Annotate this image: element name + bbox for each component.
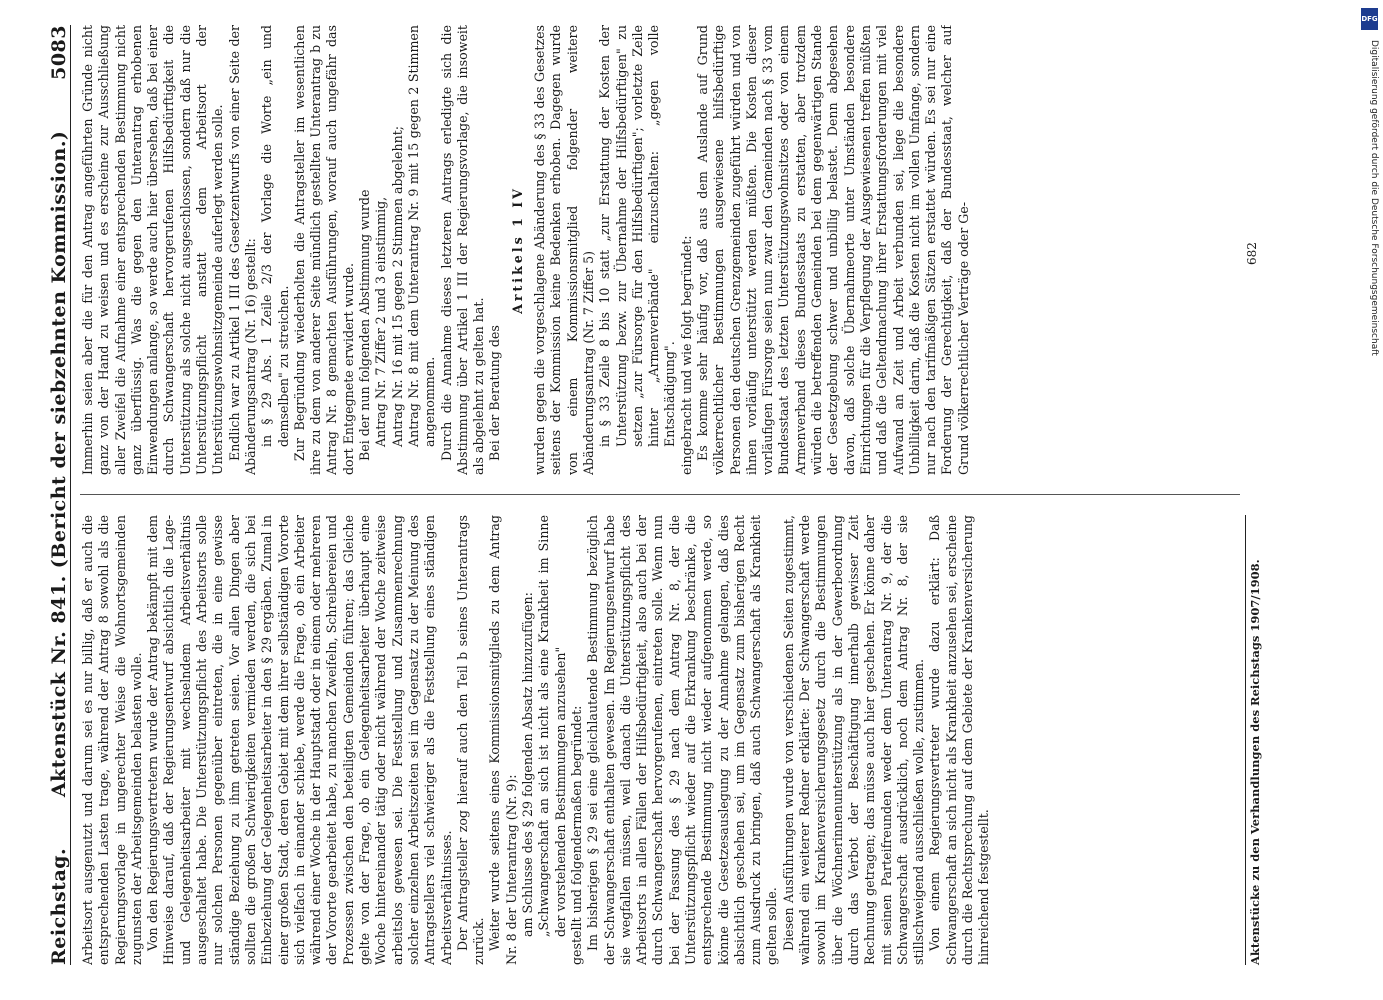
paragraph: Endlich war zu Artikel 1 III des Gesetzentwurfs von einer Seite der Abänderungsantrag (Nr. 16) gestellt: xyxy=(226,25,258,475)
page-number: 5083 xyxy=(48,25,70,80)
column-divider xyxy=(80,494,1240,495)
vote-item: Antrag Nr. 8 mit dem Unterantrag Nr. 9 mit 15 gegen 2 Stimmen angenommen. xyxy=(405,25,438,447)
dfg-logo: DFG xyxy=(1361,8,1378,30)
funding-note: Digitalisierung gefördert durch die Deutsche Forschungsgemeinschaft xyxy=(1369,40,1379,356)
vote-item: Antrag Nr. 7 Ziffer 2 und 3 einstimmig, xyxy=(373,196,389,447)
section-heading: Artikels 1 IV xyxy=(509,186,525,314)
dfg-sidebar xyxy=(1361,0,1379,1000)
paragraph: am Schlusse des § 29 folgenden Absatz hinzuzufügen: xyxy=(520,592,536,937)
paragraph: eingebracht und wie folgt begründet: xyxy=(678,235,694,475)
left-column xyxy=(80,515,1240,965)
paragraph: Durch die Annahme dieses letzteren Antrags erledigte sich die Abstimmung über Artikel 1 III der Regierungsvorlage, die insoweit als abgelehnt zu gelten hat. xyxy=(438,25,487,475)
quote: in § 33 Zeile 8 bis 10 statt „zur Erstattung der Kosten der Unterstützung bezw. zur Übernahme der Hilfsbedürftigen" zu setzen „zur Fürsorge für den Hilfsbedürftigen"; vorletzte Zeile hinter „Armenverbände" einzuschalten: „gegen volle Entschädigung". xyxy=(597,25,678,447)
footer-page-mark: 682 xyxy=(1245,242,1259,265)
page-footer: Aktenstücke zu den Verhandlungen des Reichstags 1907/1908. xyxy=(1245,515,1262,965)
paragraph: Von den Regierungsvertretern wurde der Antrag bekämpft mit dem Hinweise darauf, daß der Regierungsentwurf absichtlich die Lage- und Gelegenheitsarbeiter mit wechselndem Arbeitsverhältnis ausgeschaltet habe. Die Unterstützungspflicht des Arbeitsorts solle nur solchen Personen gegenüber eintreten, die in eine gewisse ständige Beziehung zu ihm getreten seien. Vor allen Dingen aber sollten die großen Schwierigkeiten vermieden werden, die sich bei Einbeziehung der Gelegenheitsarbeiter in den § 29 ergäben. Zumal in einer großen Stadt, deren Gebiet mit dem ihrer selbständigen Vororte sich vielfach in einander schiebe, werde die Frage, ob ein Arbeiter während einer Woche in der Hauptstadt oder in einem oder mehreren der Vororte gearbeitet habe, zu manchen Zweifeln, Schreibereien und Prozessen zwischen den beteiligten Gemeinden führen; das Gleiche gelte von der Frage, ob ein Gelegenheitsarbeiter überhaupt eine Woche hintereinander tätig oder nicht während der Woche zeitweise arbeitslos gewesen sei. Die Feststellung und Zusammenrechnung solcher einzelnen Arbeitszeiten sei im Gegensatz zu der Meinung des Antragstellers viel schwieriger als die Feststellung eines ständigen Arbeitsverhältnisses. xyxy=(145,515,454,965)
header-left: Reichstag. xyxy=(48,847,70,965)
paragraph: Bei der Beratung des xyxy=(487,325,503,461)
paragraph: gestellt und folgendermaßen begründet: xyxy=(568,705,584,965)
paragraph: Arbeitsort ausgenutzt und darum sei es nur billig, daß er auch die entsprechenden Lasten trage, während der Antrag 8 sowohl als die Regierungsvorlage in ungerechter Weise die Wohnortsgemeinden zugunsten der Arbeitsgemeinden belasten wolle. xyxy=(80,515,144,965)
quote: in § 29 Abs. 1 Zeile 2/3 der Vorlage die Worte „ein und demselben" zu streichen. xyxy=(259,25,291,447)
paragraph: Diesen Ausführungen wurde von verschiedenen Seiten zugestimmt, während ein weiterer Redner erklärte: Der Schwangerschaft werde sowohl im Krankenversicherungsgesetz durch die Bestimmungen über die Wöchnerinnenunterstützung als in der Gewerbeordnung durch das Verbot der Beschäftigung innerhalb gewisser Zeit Rechnung getragen; das müsse auch hier geschehen. Er könne daher mit seinen Parteifreunden weder dem Unterantrag Nr. 9, der die Schwangerschaft ausdrücklich, noch dem Antrag Nr. 8, der sie stillschweigend ausschließen wolle, zustimmen. xyxy=(780,515,927,965)
document-page xyxy=(30,25,1290,965)
right-column xyxy=(80,25,1240,475)
paragraph: Bei der nun folgenden Abstimmung wurde xyxy=(357,189,373,461)
header-title: Aktenstück Nr. 841. (Bericht der siebzehnten Kommission.) xyxy=(48,130,70,798)
quote: „Schwangerschaft an sich ist nicht als eine Krankheit im Sinne der vorstehenden Bestimmungen anzusehen" xyxy=(536,515,568,937)
paragraph: Es komme sehr häufig vor, daß aus dem Auslande auf Grund völkerrechtlicher Bestimmungen ausgewiesene hilfsbedürftige Personen den deutschen Grenzgemeinden zugeführt würden und von ihnen vorläufig unterstützt werden müßten. Die Kosten dieser vorläufigen Fürsorge seien nun zwar den Gemeinden nach § 33 vom Bundesstaat des letzten Unterstützungswohnsitzes oder von einem Armenverband dieses Bundesstaats zu erstatten, aber trotzdem würden die betreffenden Gemeinden bei dem gegenwärtigen Stande der Gesetzgebung schwer und unbillig belastet. Denn abgesehen davon, daß solche Übernahmeorte unter Umständen besondere Einrichtungen für die Verpflegung der Ausgewiesenen treffen müßten und daß die Geltendmachung ihrer Erstattungsforderungen mit viel Aufwand an Zeit und Arbeit verbunden sei, liege die besondere Unbilligkeit darin, daß die Kosten nicht im vollen Umfange, sondern nur nach den tarifmäßigen Sätzen erstattet würden. Es sei nur eine Forderung der Gerechtigkeit, daß der Bundesstaat, welcher auf Grund völkerrechtlicher Verträge oder Ge- xyxy=(694,25,971,475)
page-header xyxy=(30,25,71,965)
vote-item: Antrag Nr. 16 mit 15 gegen 2 Stimmen abgelehnt; xyxy=(389,125,405,447)
paragraph: Von einem Regierungsvertreter wurde dazu erklärt: Daß Schwangerschaft an sich nicht als Krankheit anzusehen sei, erscheine durch die Rechtsprechung auf dem Gebiete der Krankenversicherung hinreichend festgestellt. xyxy=(927,515,992,965)
paragraph: Zur Begründung wiederholten die Antragsteller im wesentlichen ihre zu dem von anderer Seite mündlich gestellten Unterantrag b zu Antrag Nr. 8 gemachten Ausführungen, worauf auch ungefähr das dort Entgegnete erwidert wurde. xyxy=(291,25,356,475)
paragraph: Immerhin seien aber die für den Antrag angeführten Gründe nicht ganz von der Hand zu weisen und es erscheine zur Ausschließung aller Zweifel die Aufnahme einer entsprechenden Bestimmung nicht ganz überflüssig. Was die gegen den Unterantrag erhobenen Einwendungen anlange, so werde auch hier übersehen, daß bei einer durch Schwangerschaft hervorgerufenen Hilfsbedürftigkeit die Unterstützung als solche nicht ausgeschlossen, sondern daß nur die Unterstützungspflicht anstatt dem Arbeitsort der Unterstützungswohnsitzgemeinde auferlegt werden solle. xyxy=(80,25,226,475)
paragraph: Der Antragsteller zog hierauf auch den Teil b seines Unterantrags zurück. xyxy=(454,515,487,965)
paragraph: wurden gegen die vorgeschlagene Abänderung des § 33 des Gesetzes seitens der Kommission keine Bedenken erhoben. Dagegen wurde von einem Kommissionsmitglied folgender weitere Abänderungsantrag (Nr. 7 Ziffer 5) xyxy=(532,25,596,475)
paragraph: Im bisherigen § 29 sei eine gleichlautende Bestimmung bezüglich der Schwangerschaft enthalten gewesen. Im Regierungsentwurf habe sie wegfallen müssen, weil danach die Unterstützungspflicht des Arbeitsorts in allen Fällen der Hilfsbedürftigkeit, also auch bei der durch Schwangerschaft hervorgerufenen, eintreten solle. Wenn nun bei der Fassung des § 29 nach dem Antrag Nr. 8, der die Unterstützungspflicht wieder auf die Erkrankung beschränke, die entsprechende Bestimmung nicht wieder aufgenommen werde, so könne die Gesetzesauslegung zu der Annahme gelangen, daß dies absichtlich geschehen sei, um im Gegensatz zum bisherigen Recht zum Ausdruck zu bringen, daß auch Schwangerschaft als Krankheit gelten solle. xyxy=(585,515,780,965)
paragraph: Weiter wurde seitens eines Kommissionsmitglieds zu dem Antrag Nr. 8 der Unterantrag (Nr. 9): xyxy=(487,515,519,965)
